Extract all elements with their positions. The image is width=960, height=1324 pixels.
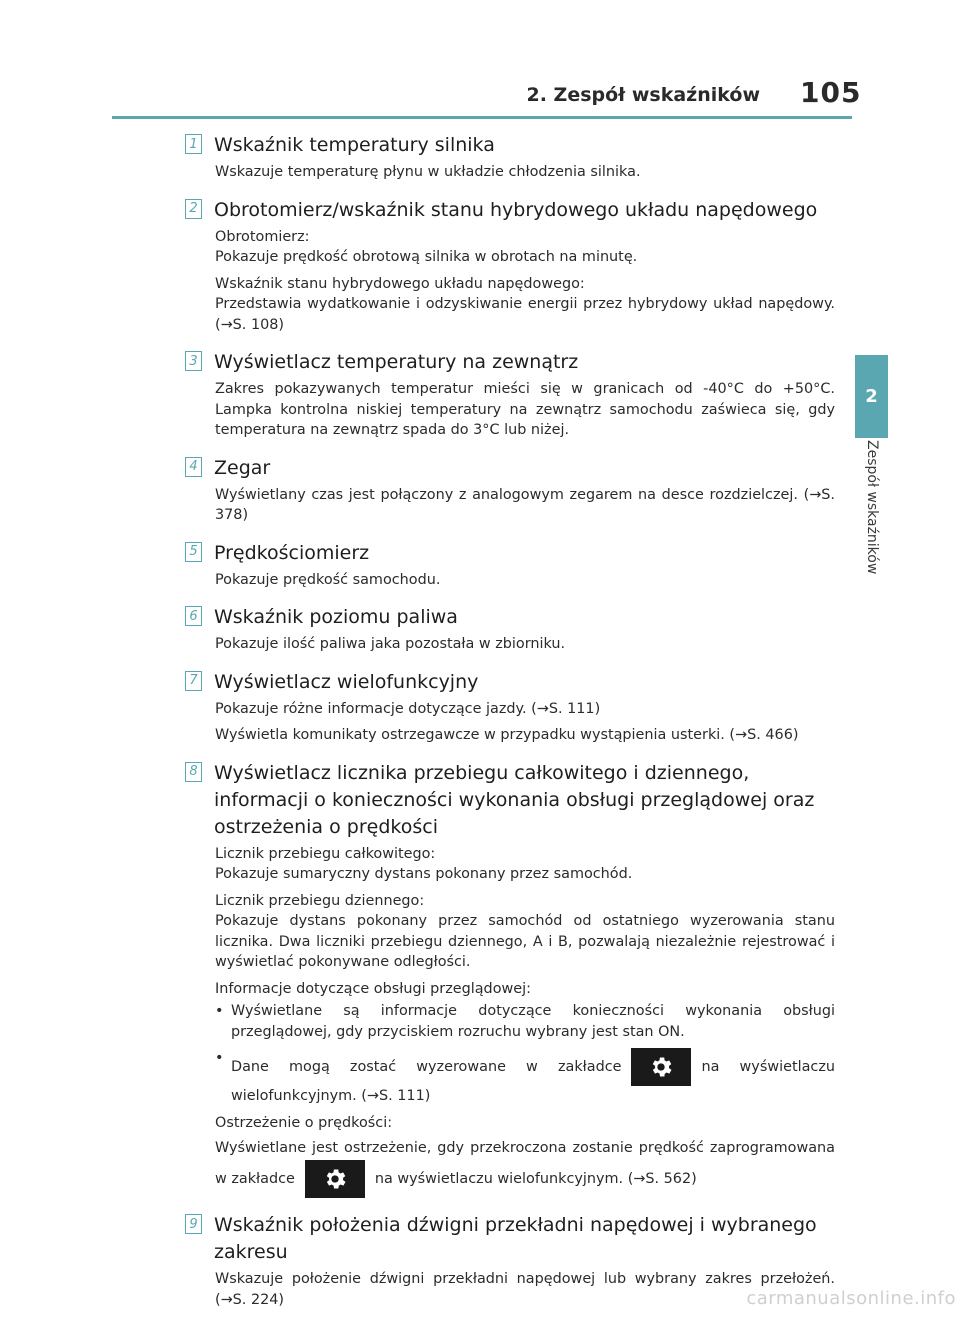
- list-item: [185, 1212, 835, 1310]
- watermark: carmanualsonline.info: [746, 1288, 956, 1309]
- item-text: Licznik przebiegu dziennego:: [215, 892, 425, 909]
- list-item: [185, 455, 835, 526]
- bullet-text: Wyświetlane są informacje dotyczące konieczności wykonania obsługi przeglądowej, gdy przyciskiem rozruchu wybrany jest stan ON.: [231, 1003, 835, 1040]
- item-text: Pokazuje prędkość samochodu.: [215, 571, 441, 588]
- item-title: Wskaźnik poziomu paliwa: [214, 606, 458, 628]
- item-text: Pokazuje sumaryczny dystans pokonany przez samochód.: [215, 866, 633, 882]
- item-text: Wyświetlane jest ostrzeżenie, gdy przekroczona zostanie prędkość zaprogramowana w zakładce: [215, 1140, 835, 1187]
- item-number: 1: [185, 134, 202, 154]
- item-title: Prędkościomierz: [214, 541, 370, 564]
- item-text: Wskazuje położenie dźwigni przekładni napędowej lub wybrany zakres przełożeń. (→S. 224): [215, 1271, 835, 1308]
- list-item: [185, 669, 835, 746]
- item-title: Wyświetlacz temperatury na zewnątrz: [214, 351, 579, 373]
- content: [185, 132, 835, 1324]
- list-item: [185, 604, 835, 655]
- item-title: Wskaźnik położenia dźwigni przekładni napędowej i wybranego zakresu: [214, 1214, 817, 1263]
- item-text: Obrotomierz:: [215, 228, 310, 245]
- item-number: 8: [185, 762, 202, 782]
- item-title: Obrotomierz/wskaźnik stanu hybrydowego układu napędowego: [214, 198, 818, 221]
- item-text: Wyświetlany czas jest połączony z analogowym zegarem na desce rozdzielczej. (→S. 378): [215, 486, 835, 523]
- item-text: na wyświetlaczu wielofunkcyjnym. (→S. 562): [374, 1171, 697, 1187]
- bullet-text: na wyświetlaczu wielofunkcyjnym. (→S. 111): [231, 1059, 835, 1104]
- item-text: Ostrzeżenie o prędkości:: [215, 1114, 393, 1131]
- chapter-tab[interactable]: [855, 355, 888, 438]
- item-title: Wskaźnik temperatury silnika: [214, 134, 495, 156]
- item-number: 4: [185, 457, 202, 477]
- bullet-item: • Dane mogą zostać wyzerowane w zakładce na wyświetlaczu wielofunkcyjnym. (→S. 111): [215, 1050, 835, 1104]
- item-text: Wskazuje temperaturę płynu w układzie chłodzenia silnika.: [215, 164, 641, 180]
- item-text: Pokazuje dystans pokonany przez samochód od ostatniego wyzerowania stanu licznika. Dwa liczniki przebiegu dziennego, A i B, pozwalają niezależnie rejestrować i wyświetlać pokonywane odległości.: [215, 913, 835, 970]
- item-text: Pokazuje prędkość obrotową silnika w obrotach na minutę.: [215, 249, 638, 265]
- chapter-tab-label: Zespół wskaźników: [864, 440, 880, 575]
- item-title: Wyświetlacz licznika przebiegu całkowitego i dziennego, informacji o konieczności wykonania obsługi przeglądowej oraz ostrzeżenia o prędkości: [214, 761, 815, 838]
- chapter-tab-number: 2: [865, 386, 878, 407]
- item-title: Zegar: [214, 456, 271, 479]
- item-text: Pokazuje różne informacje dotyczące jazdy. (→S. 111): [215, 700, 601, 717]
- list-item: [185, 540, 835, 591]
- bullet-item: • Wyświetlane są informacje dotyczące konieczności wykonania obsługi przeglądowej, gdy przyciskiem rozruchu wybrany jest stan ON.: [215, 1001, 835, 1042]
- list-item: [185, 349, 835, 441]
- item-text: Zakres pokazywanych temperatur mieści się w granicach od -40°C do +50°C. Lampka kontrolna niskiej temperatury na zewnątrz samochodu zaświeca się, gdy temperatura na zewnątrz spada do 3°C lub niżej.: [215, 381, 835, 438]
- item-text: Wskaźnik stanu hybrydowego układu napędowego:: [215, 275, 585, 292]
- item-number: 5: [185, 542, 202, 562]
- list-item: [185, 197, 835, 336]
- item-text: Licznik przebiegu całkowitego:: [215, 845, 436, 862]
- item-text: Pokazuje ilość paliwa jaka pozostała w zbiorniku.: [215, 636, 566, 652]
- settings-gear-icon: [631, 1048, 691, 1086]
- item-text: Wyświetla komunikaty ostrzegawcze w przypadku wystąpienia usterki. (→S. 466): [215, 727, 799, 743]
- item-text: Informacje dotyczące obsługi przeglądowej:: [215, 980, 531, 997]
- item-text: Przedstawia wydatkowanie i odzyskiwanie energii przez hybrydowy układ napędowy. (→S. 108): [215, 296, 835, 333]
- item-number: 9: [185, 1214, 202, 1234]
- item-number: 3: [185, 351, 202, 371]
- list-item: [185, 760, 835, 1199]
- list-item: [185, 132, 835, 183]
- header-rule: [112, 116, 852, 119]
- page-number: 105: [800, 76, 862, 109]
- section-title: 2. Zespół wskaźników: [526, 84, 760, 106]
- item-number: 6: [185, 606, 202, 626]
- settings-gear-icon: [305, 1160, 365, 1198]
- item-number: 7: [185, 671, 202, 691]
- bullet-text: Dane mogą zostać wyzerowane w zakładce: [231, 1059, 622, 1075]
- item-title: Wyświetlacz wielofunkcyjny: [214, 670, 479, 693]
- item-number: 2: [185, 199, 202, 219]
